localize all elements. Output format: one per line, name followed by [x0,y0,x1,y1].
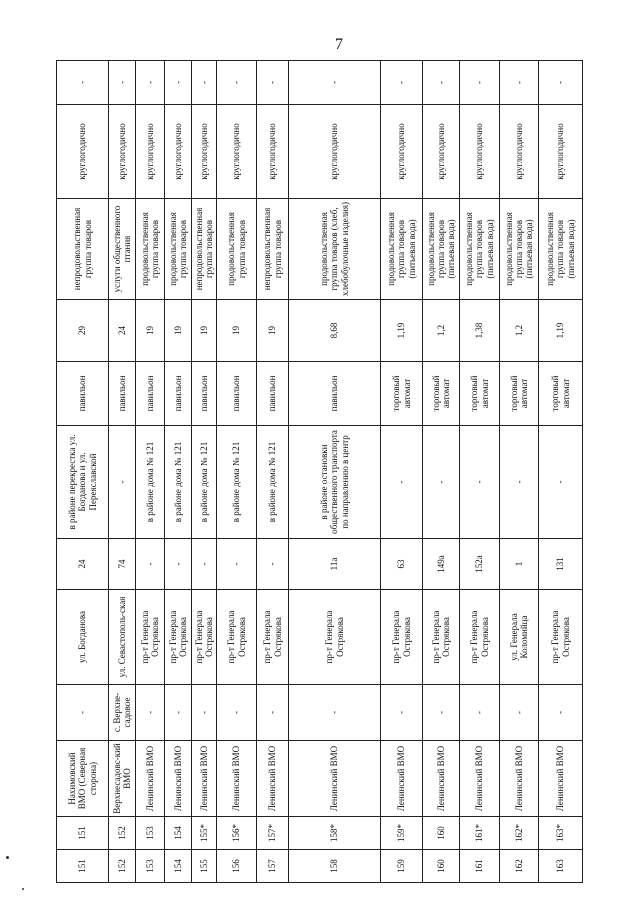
cell-location: - [423,426,460,539]
table-row [381,61,423,883]
table-body [57,61,583,883]
cell-district: Нахимовский ВМО (Северная сторона) [57,741,109,817]
cell-object-type: торговый автомат [500,362,539,426]
cell-settlement: - [500,685,539,741]
cell-note: - [460,61,500,105]
cell-district: Верхнесадовс-кий ВМО [109,741,136,817]
cell-location: в районе перекрестка ул. Богданова и ул. Переяславской [57,426,109,539]
cell-location: в районе дома № 121 [136,426,165,539]
cell-settlement: - [57,685,109,741]
cell-area: 19 [217,300,257,362]
cell-row-number: 162 [500,850,539,883]
cell-specialization: продовольственная группа товаров (питьевая вода) [500,199,539,300]
cell-period: круглогодично [539,105,583,199]
cell-area: 1,19 [539,300,583,362]
cell-area: 1,2 [423,300,460,362]
cell-street: пр-т Генерала Острякова [289,590,381,685]
cell-period: круглогодично [289,105,381,199]
table-row [289,61,381,883]
cell-house-number: - [217,539,257,590]
cell-settlement: - [192,685,217,741]
cell-street: ул. Богданова [57,590,109,685]
cell-area: 1,19 [381,300,423,362]
cell-row-number: 153 [136,850,165,883]
cell-note: - [217,61,257,105]
cell-object-type: павильон [192,362,217,426]
cell-house-number: 149а [423,539,460,590]
table-row [217,61,257,883]
rotated-table-container [56,61,576,883]
cell-row-number: 159 [381,850,423,883]
cell-location: - [109,426,136,539]
cell-street: пр-т Генерала Острякова [539,590,583,685]
cell-district: Ленинский ВМО [165,741,192,817]
cell-place-number: 162* [500,817,539,850]
cell-location: - [381,426,423,539]
cell-period: круглогодично [217,105,257,199]
cell-settlement: - [136,685,165,741]
table-row [460,61,500,883]
cell-period: круглогодично [460,105,500,199]
cell-period: круглогодично [109,105,136,199]
cell-street: пр-т Генерала Острякова [257,590,289,685]
cell-specialization: продовольственная группа товаров (питьевая вода) [539,199,583,300]
cell-settlement: - [165,685,192,741]
scan-mark [22,888,24,890]
cell-area: 1,2 [500,300,539,362]
cell-area: 29 [57,300,109,362]
cell-place-number: 158* [289,817,381,850]
cell-district: Ленинский ВМО [192,741,217,817]
cell-period: круглогодично [423,105,460,199]
cell-location: в районе дома № 121 [192,426,217,539]
cell-area: 19 [165,300,192,362]
cell-street: пр-т Генерала Острякова [381,590,423,685]
cell-period: круглогодично [192,105,217,199]
cell-object-type: павильон [165,362,192,426]
cell-street: ул. Севастополь-ская [109,590,136,685]
table-row [165,61,192,883]
table-row [539,61,583,883]
cell-object-type: торговый автомат [381,362,423,426]
cell-street: пр-т Генерала Острякова [136,590,165,685]
cell-object-type: павильон [109,362,136,426]
cell-settlement: - [289,685,381,741]
cell-area: 1,38 [460,300,500,362]
cell-note: - [192,61,217,105]
cell-district: Ленинский ВМО [460,741,500,817]
page-number: 7 [335,36,343,53]
cell-period: круглогодично [57,105,109,199]
cell-house-number: - [165,539,192,590]
cell-period: круглогодично [381,105,423,199]
cell-district: Ленинский ВМО [257,741,289,817]
cell-period: круглогодично [500,105,539,199]
cell-place-number: 155* [192,817,217,850]
cell-period: круглогодично [257,105,289,199]
cell-specialization: продовольственная группа товаров [165,199,192,300]
cell-area: 19 [136,300,165,362]
cell-specialization: продовольственная группа товаров (хлеб, хлебобулочные изделия) [289,199,381,300]
cell-location: в районе дома № 121 [257,426,289,539]
cell-object-type: павильон [136,362,165,426]
cell-house-number: 63 [381,539,423,590]
table-row [423,61,460,883]
cell-row-number: 152 [109,850,136,883]
cell-specialization: продовольственная группа товаров [217,199,257,300]
cell-settlement: - [460,685,500,741]
cell-place-number: 153 [136,817,165,850]
cell-settlement: - [257,685,289,741]
cell-row-number: 161 [460,850,500,883]
cell-object-type: павильон [289,362,381,426]
cell-note: - [257,61,289,105]
table-row [136,61,165,883]
cell-row-number: 163 [539,850,583,883]
cell-place-number: 152 [109,817,136,850]
cell-specialization: продовольственная группа товаров (питьевая вода) [460,199,500,300]
cell-place-number: 163* [539,817,583,850]
cell-note: - [289,61,381,105]
cell-place-number: 157* [257,817,289,850]
cell-house-number: - [136,539,165,590]
cell-note: - [423,61,460,105]
cell-specialization: продовольственная группа товаров (питьевая вода) [423,199,460,300]
cell-house-number: 131 [539,539,583,590]
cell-object-type: торговый автомат [423,362,460,426]
cell-district: Ленинский ВМО [423,741,460,817]
table-row [500,61,539,883]
cell-specialization: непродовольственная группа товаров [257,199,289,300]
cell-row-number: 156 [217,850,257,883]
cell-specialization: непродовольственная группа товаров [57,199,109,300]
cell-period: круглогодично [136,105,165,199]
cell-place-number: 156* [217,817,257,850]
cell-period: круглогодично [165,105,192,199]
cell-area: 19 [192,300,217,362]
cell-district: Ленинский ВМО [539,741,583,817]
cell-row-number: 155 [192,850,217,883]
cell-location: - [539,426,583,539]
table-row [192,61,217,883]
cell-settlement: - [423,685,460,741]
cell-place-number: 151 [57,817,109,850]
cell-object-type: павильон [257,362,289,426]
cell-house-number: 11а [289,539,381,590]
trade-places-table [56,60,583,883]
cell-note: - [539,61,583,105]
cell-location: - [460,426,500,539]
cell-row-number: 151 [57,850,109,883]
cell-row-number: 157 [257,850,289,883]
cell-note: - [57,61,109,105]
cell-specialization: продовольственная группа товаров (питьевая вода) [381,199,423,300]
cell-location: - [500,426,539,539]
cell-district: Ленинский ВМО [289,741,381,817]
cell-note: - [500,61,539,105]
cell-area: 19 [257,300,289,362]
cell-place-number: 160 [423,817,460,850]
cell-district: Ленинский ВМО [136,741,165,817]
cell-house-number: 24 [57,539,109,590]
cell-row-number: 160 [423,850,460,883]
scan-mark [6,856,9,859]
cell-street: пр-т Генерала Острякова [423,590,460,685]
cell-row-number: 158 [289,850,381,883]
cell-district: Ленинский ВМО [500,741,539,817]
cell-district: Ленинский ВМО [217,741,257,817]
cell-specialization: услуги общественного птания [109,199,136,300]
cell-location: в районе дома № 121 [165,426,192,539]
cell-house-number: - [192,539,217,590]
cell-specialization: непродовольственная группа товаров [192,199,217,300]
cell-row-number: 154 [165,850,192,883]
cell-object-type: торговый автомат [539,362,583,426]
cell-note: - [381,61,423,105]
cell-location: в районе дома № 121 [217,426,257,539]
table-row [57,61,109,883]
cell-house-number: 152а [460,539,500,590]
cell-district: Ленинский ВМО [381,741,423,817]
cell-street: пр-т Генерала Острякова [460,590,500,685]
cell-note: - [136,61,165,105]
cell-house-number: - [257,539,289,590]
cell-settlement: с. Верхне-садовое [109,685,136,741]
cell-settlement: - [539,685,583,741]
cell-place-number: 159* [381,817,423,850]
cell-object-type: торговый автомат [460,362,500,426]
cell-specialization: продовольственная группа товаров [136,199,165,300]
cell-area: 8,68 [289,300,381,362]
cell-place-number: 161* [460,817,500,850]
cell-area: 24 [109,300,136,362]
table-row [109,61,136,883]
cell-street: пр-т Генерала Острякова [165,590,192,685]
cell-house-number: 74 [109,539,136,590]
cell-street: пр-т Генерала Острякова [192,590,217,685]
cell-note: - [109,61,136,105]
cell-location: в районе остановки общественного транспорта по направлению в центр [289,426,381,539]
cell-object-type: павильон [57,362,109,426]
cell-settlement: - [381,685,423,741]
cell-object-type: павильон [217,362,257,426]
cell-house-number: 1 [500,539,539,590]
cell-note: - [165,61,192,105]
cell-street: пр-т Генерала Острякова [217,590,257,685]
cell-settlement: - [217,685,257,741]
table-row [257,61,289,883]
cell-place-number: 154 [165,817,192,850]
cell-street: ул. Генерала Коломийца [500,590,539,685]
